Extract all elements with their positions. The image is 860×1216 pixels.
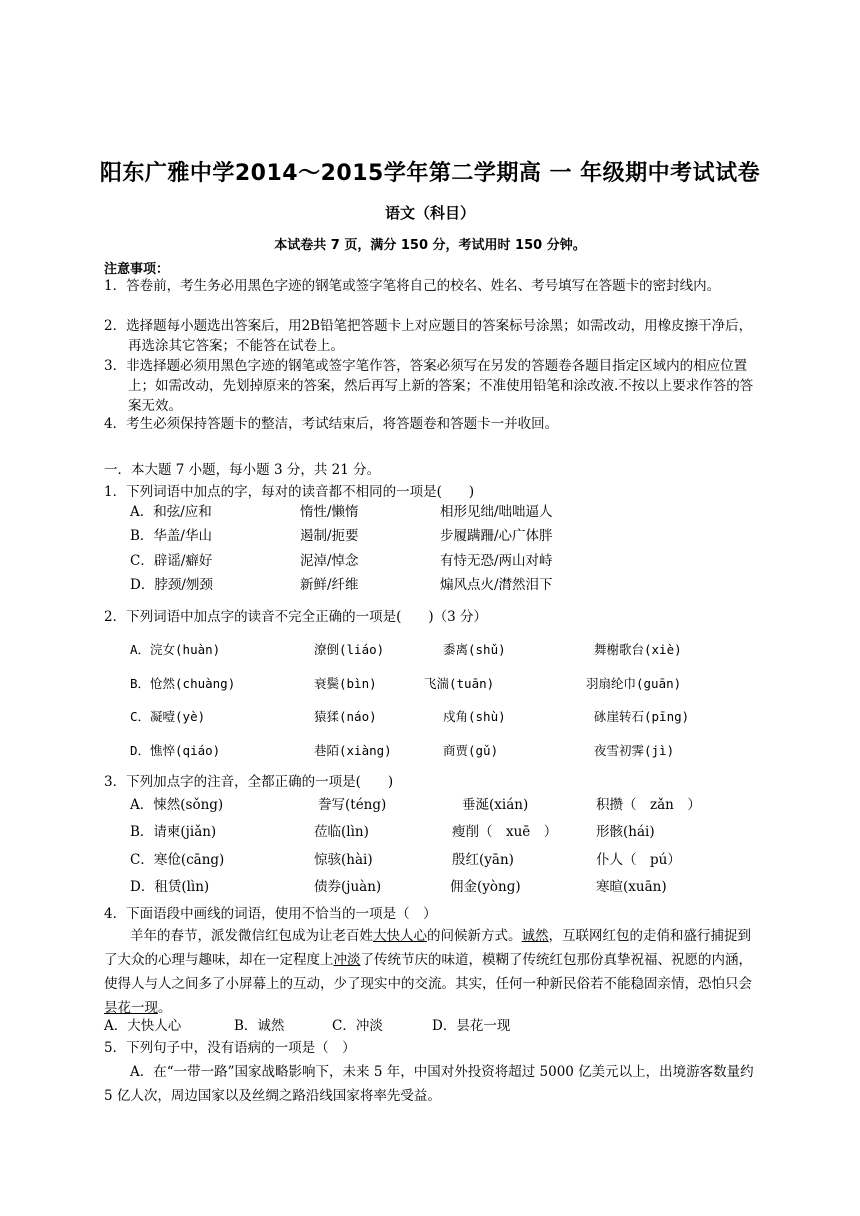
q3-option-a-2: 誊写(téng) xyxy=(318,797,387,813)
q1-option-b-3: 步履蹒跚/心广体胖 xyxy=(440,528,553,544)
passage-text: 羊年的春节，派发微信红包成为让老百姓 xyxy=(130,928,373,944)
q2-option-c-1: C．凝噎(yè) xyxy=(130,709,206,724)
q3-option-a-3: 垂涎(xián) xyxy=(462,797,529,813)
underlined-term: 诚然 xyxy=(521,928,549,944)
question-4-passage xyxy=(104,924,760,1020)
q2-option-c-2: 猿猱(náo) xyxy=(314,709,377,724)
q3-option-b-2: 莅临(lìn) xyxy=(314,824,369,840)
q4-option-d: D．昙花一现 xyxy=(432,1018,511,1034)
q2-option-b-3: 飞湍(tuān) xyxy=(424,676,495,691)
q2-option-d-4: 夜雪初霁(jì) xyxy=(594,743,675,758)
passage-text: 。 xyxy=(158,1000,172,1016)
q1-option-d-1: D．脖颈/刎颈 xyxy=(130,577,213,593)
q3-option-d-2: 债券(juàn) xyxy=(314,879,382,895)
notice-item: 3．非选择题必须用黑色字迹的钢笔或签字笔作答，答案必须写在另发的答题卷各题目指定区域内的相应位置上；如需改动，先划掉原来的答案，然后再写上新的答案；不准使用铅笔和涂改液.不按以上要求作答的答案无效。 xyxy=(104,358,754,414)
subject-label: 语文（科目） xyxy=(384,204,475,222)
section-heading: 一．本大题 7 小题，每小题 3 分，共 21 分。 xyxy=(104,462,381,478)
q2-option-a-1: A．浣女(huàn) xyxy=(130,642,221,657)
question-1-stem: 1．下列词语中加点的字，每对的读音都不相同的一项是( ) xyxy=(104,484,475,500)
q1-option-d-2: 新鲜/纤维 xyxy=(300,577,359,593)
q1-option-b-2: 遏制/扼要 xyxy=(300,528,359,544)
q2-option-d-1: D．憔悴(qiáo) xyxy=(130,743,221,758)
q3-option-a-1: A．悚然(sǒng) xyxy=(130,797,224,813)
underlined-term: 昙花一现 xyxy=(104,1000,158,1016)
underlined-term: 冲淡 xyxy=(333,952,361,968)
q2-option-b-2: 衰鬓(bìn) xyxy=(314,676,377,691)
q3-option-c-3: 殷红(yān) xyxy=(452,852,514,868)
q2-option-d-3: 商贾(gǔ) xyxy=(443,743,499,758)
q2-option-c-4: 砯崖转石(pīng) xyxy=(594,709,690,724)
q3-option-c-4: 仆人（ pú） xyxy=(596,852,681,868)
notice-item: 4．考生必须保持答题卡的整洁，考试结束后，将答题卷和答题卡一并收回。 xyxy=(104,416,559,432)
notice-item: 2．选择题每小题选出答案后，用2B铅笔把答题卡上对应题目的答案标号涂黑；如需改动，用橡皮擦干净后，再选涂其它答案；不能答在试卷上。 xyxy=(104,318,753,354)
question-5-stem: 5．下列句子中，没有语病的一项是（ ） xyxy=(104,1040,356,1056)
question-2-stem: 2．下列词语中加点字的读音不完全正确的一项是( )（3 分） xyxy=(104,609,488,625)
q4-option-a: A．大快人心 xyxy=(104,1018,182,1034)
q1-option-b-1: B．华盖/华山 xyxy=(130,528,212,544)
underlined-term: 大快人心 xyxy=(373,928,427,944)
q3-option-d-4: 寒暄(xuān) xyxy=(596,879,667,895)
q3-option-b-3: 瘦削（ xuē ） xyxy=(452,824,558,840)
q4-option-b: B．诚然 xyxy=(234,1018,285,1034)
q3-option-a-4: 积攒（ zǎn ） xyxy=(596,797,701,813)
q1-option-a-3: 相形见绌/咄咄逼人 xyxy=(440,504,553,520)
q2-option-b-4: 羽扇纶巾(guān) xyxy=(586,676,682,691)
notice-item: 1．答卷前，考生务必用黑色字迹的钢笔或签字笔将自己的校名、姓名、考号填写在答题卡的密封线内。 xyxy=(104,278,721,294)
q1-option-a-2: 惰性/懒惰 xyxy=(300,504,359,520)
notice-heading: 注意事项： xyxy=(104,262,170,277)
passage-text: 的问候新方式。 xyxy=(427,928,522,944)
q1-option-c-3: 有恃无恐/两山对峙 xyxy=(440,553,553,569)
question-3-stem: 3．下列加点字的注音，全都正确的一项是( ) xyxy=(104,774,394,790)
q5-option-a: A．在“一带一路”国家战略影响下，未来 5 年，中国对外投资将超过 5000 亿美元以上，出境游客数量约 5 亿人次，周边国家以及丝绸之路沿线国家将率先受益。 xyxy=(104,1064,754,1104)
q3-option-b-4: 形骸(hái) xyxy=(596,824,655,840)
q2-option-d-2: 巷陌(xiàng) xyxy=(314,743,392,758)
q2-option-a-2: 潦倒(liáo) xyxy=(314,642,385,657)
q4-option-c: C．冲淡 xyxy=(332,1018,383,1034)
passage-text: ，互联网红包的走俏和盛行捕捉到了大众的心理与趣味，却在一定程度上 xyxy=(104,928,751,968)
q2-option-b-1: B．怆然(chuàng) xyxy=(130,676,236,691)
q3-option-c-1: C．寒伧(cāng) xyxy=(130,852,225,868)
q1-option-d-3: 煽风点火/潸然泪下 xyxy=(440,577,553,593)
q3-option-b-1: B．请柬(jiǎn) xyxy=(130,824,217,840)
passage-text: 了传统节庆的味道，模糊了传统红包那份真挚祝福、祝愿的内涵，使得人与人之间多了小屏幕上的互动，少了现实中的交流。其实，任何一种新民俗若不能稳固亲情，恐怕只会 xyxy=(104,952,752,992)
q2-option-c-3: 戍角(shù) xyxy=(443,709,506,724)
q2-option-a-3: 黍离(shǔ) xyxy=(443,642,506,657)
q3-option-c-2: 惊骇(hài) xyxy=(314,852,373,868)
q3-option-d-3: 佣金(yònɡ) xyxy=(450,879,521,895)
exam-title: 阳东广雅中学2014～2015学年第二学期高 一 年级期中考试试卷 xyxy=(99,161,761,186)
q3-option-d-1: D．租赁(lìn) xyxy=(130,879,210,895)
q2-option-a-4: 舞榭歌台(xiè) xyxy=(594,642,682,657)
q1-option-c-2: 泥淖/悼念 xyxy=(300,553,359,569)
question-4-stem: 4．下面语段中画线的词语，使用不恰当的一项是（ ） xyxy=(104,906,437,922)
q1-option-a-1: A．和弦/应和 xyxy=(130,504,212,520)
exam-info: 本试卷共 7 页，满分 150 分，考试用时 150 分钟。 xyxy=(274,238,586,253)
q1-option-c-1: C．辟谣/癖好 xyxy=(130,553,213,569)
